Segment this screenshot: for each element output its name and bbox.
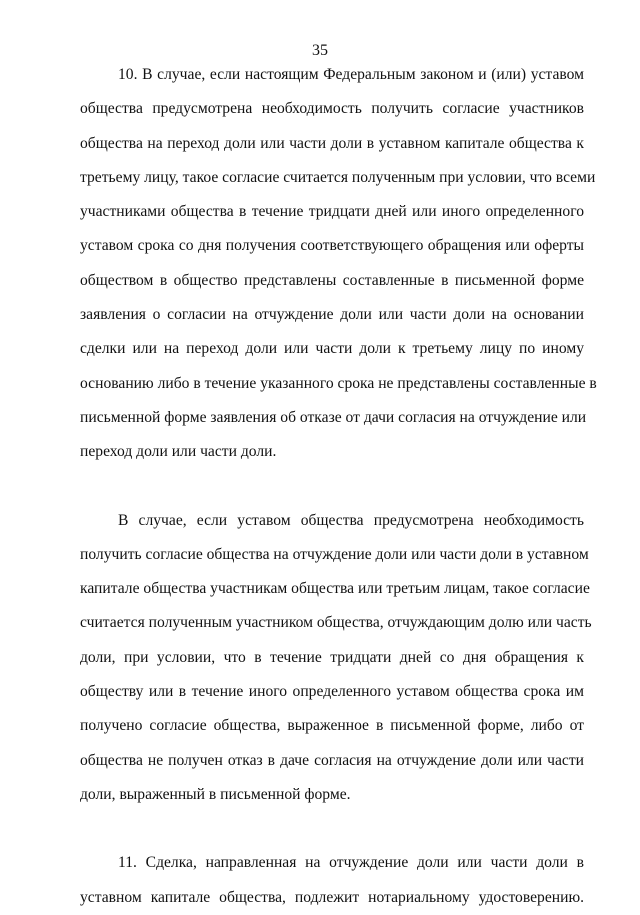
text-line: общества предусмотрена необходимость получить согласие участников [80,100,584,118]
text-line: доли, выраженный в письменной форме. [80,785,351,803]
text-line: получено согласие общества, выраженное в письменной форме, либо от [80,717,584,735]
text-line: заявления о согласии на отчуждение доли или части доли на основании [80,306,584,324]
text-line: обществу или в течение иного определенного уставом общества срока им [80,683,584,701]
text-line: участниками общества в течение тридцати дней или иного определенного [80,203,584,221]
text-line: переход доли или части доли. [80,443,277,461]
text-line: основанию либо в течение указанного срока не представлены составленные в [80,374,597,392]
text-line: считается полученным участником общества, отчуждающим долю или часть [80,614,592,632]
text-line: обществом в общество представлены составленные в письменной форме [80,271,584,289]
text-line: общества на переход доли или части доли в уставном капитале общества к [80,134,584,152]
text-line: уставном капитале общества, подлежит нотариальному удостоверению. [80,888,584,906]
text-line: письменной форме заявления об отказе от дачи согласия на отчуждение или [80,408,587,426]
paragraph-11 [80,846,584,915]
paragraph-10 [80,58,597,470]
text-line: получить согласие общества на отчуждение доли или части доли в уставном [80,545,589,563]
text-line: общества не получен отказ в даче согласия на отчуждение доли или части [80,751,584,769]
text-line: В случае, если уставом общества предусмотрена необходимость [118,511,584,529]
page-number: 35 [312,42,328,59]
document-body [80,58,597,915]
text-line: 11. Сделка, направленная на отчуждение доли или части доли в [118,854,584,872]
text-line: третьему лицу, такое согласие считается полученным при условии, что всеми [80,168,596,186]
text-line: уставом срока со дня получения соответствующего обращения или оферты [80,237,584,255]
text-line: сделки или на переход доли или части доли к третьему лицу по иному [80,340,584,358]
paragraph-spacer [80,812,584,846]
text-line: доли, при условии, что в течение тридцати дней со дня обращения к [80,648,584,666]
text-line: капитале общества участникам общества или третьим лицам, такое согласие [80,580,590,598]
text-line: 10. В случае, если настоящим Федеральным законом и (или) уставом [118,66,584,83]
paragraph-spacer [80,470,584,504]
paragraph-consent [80,504,592,813]
